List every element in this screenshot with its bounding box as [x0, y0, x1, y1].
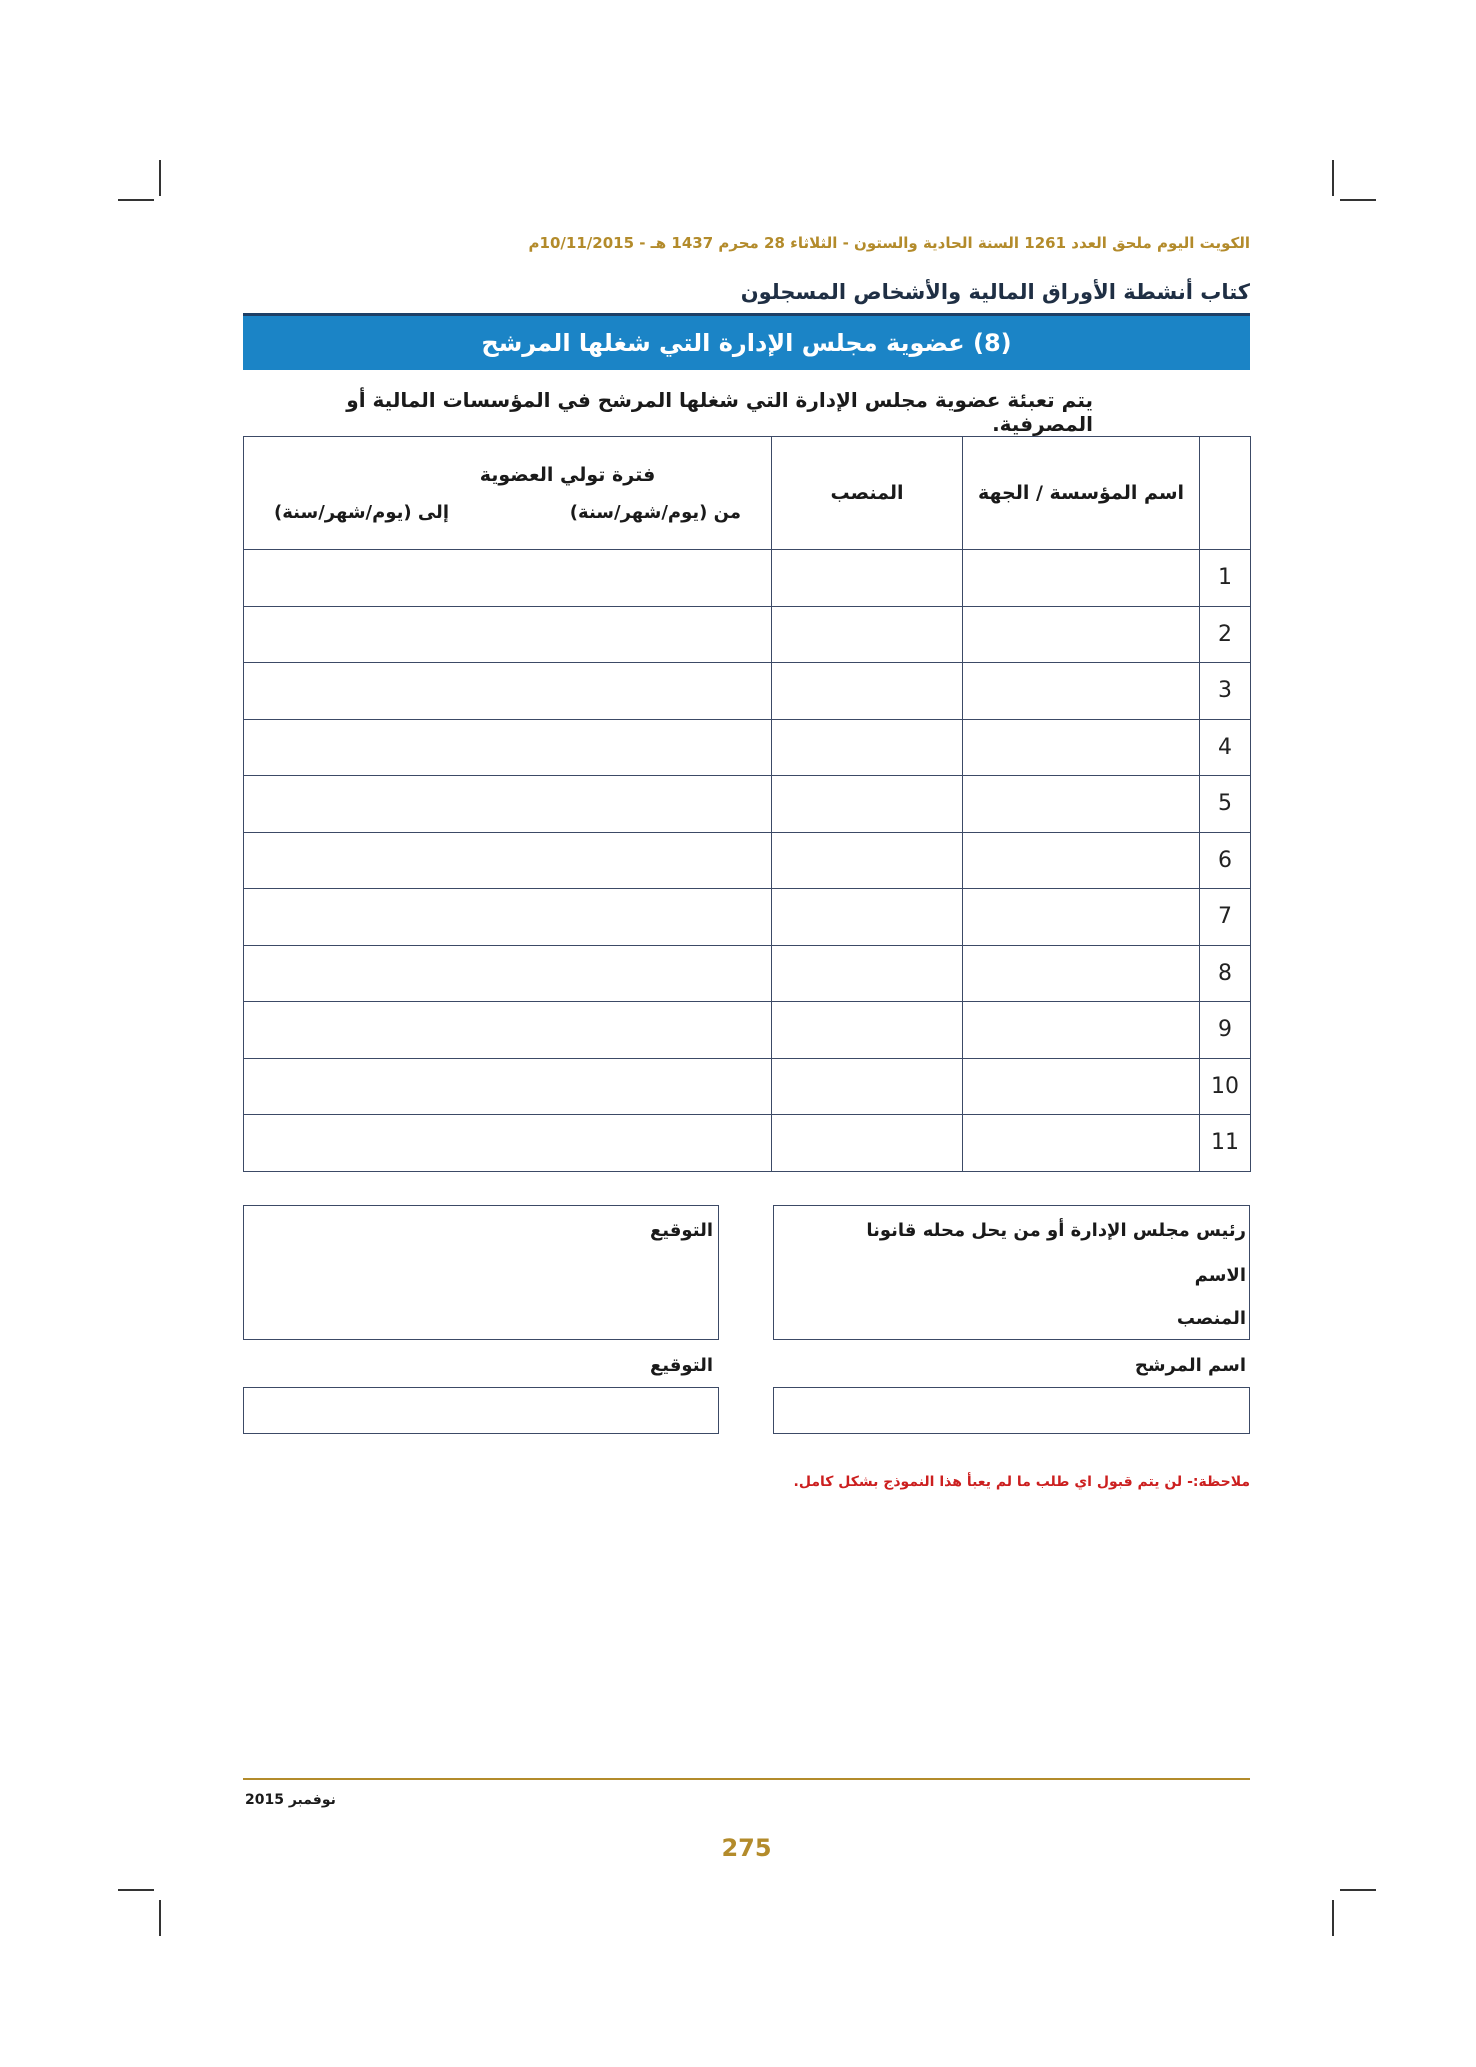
crop-mark	[1332, 160, 1334, 196]
period-cell[interactable]	[244, 776, 772, 833]
institution-cell[interactable]	[963, 719, 1200, 776]
position-cell[interactable]	[772, 832, 963, 889]
position-cell[interactable]	[772, 889, 963, 946]
institution-cell[interactable]	[963, 663, 1200, 720]
book-title: كتاب أنشطة الأوراق المالية والأشخاص المسجلون	[740, 280, 1250, 304]
position-cell[interactable]	[772, 1115, 963, 1172]
table-row	[244, 1058, 1251, 1115]
candidate-signature-field[interactable]	[243, 1387, 719, 1434]
table-row	[244, 719, 1251, 776]
crop-mark	[1340, 1889, 1376, 1891]
chairman-label: رئيس مجلس الإدارة أو من يحل محله قانونا	[866, 1220, 1246, 1241]
position-cell[interactable]	[772, 1058, 963, 1115]
position-cell[interactable]	[772, 776, 963, 833]
row-number: 1	[1200, 550, 1251, 607]
table-row	[244, 776, 1251, 833]
institution-cell[interactable]	[963, 945, 1200, 1002]
period-cell[interactable]	[244, 550, 772, 607]
position-cell[interactable]	[772, 719, 963, 776]
institution-cell[interactable]	[963, 1058, 1200, 1115]
institution-cell[interactable]	[963, 1115, 1200, 1172]
header-institution: اسم المؤسسة / الجهة	[963, 437, 1200, 550]
period-cell[interactable]	[244, 1115, 772, 1172]
crop-mark	[118, 1889, 154, 1891]
crop-mark	[1340, 199, 1376, 201]
position-cell[interactable]	[772, 550, 963, 607]
signature-label: التوقيع	[650, 1220, 713, 1241]
crop-mark	[1332, 1900, 1334, 1936]
period-subheaders	[244, 486, 771, 523]
header-number	[1200, 437, 1251, 550]
publication-line: الكويت اليوم ملحق العدد 1261 السنة الحادية والستون - الثلاثاء 28 محرم 1437 هـ - 10/11/2015م	[528, 234, 1250, 252]
position-label: المنصب	[1176, 1308, 1246, 1329]
name-label: الاسم	[1194, 1265, 1246, 1286]
row-number: 3	[1200, 663, 1251, 720]
position-cell[interactable]	[772, 1002, 963, 1059]
period-cell[interactable]	[244, 719, 772, 776]
table-row	[244, 945, 1251, 1002]
note-text: ملاحظة:- لن يتم قبول اي طلب ما لم يعبأ هذا النموذج بشكل كامل.	[793, 1474, 1250, 1490]
institution-cell[interactable]	[963, 550, 1200, 607]
institution-cell[interactable]	[963, 889, 1200, 946]
position-cell[interactable]	[772, 606, 963, 663]
footer-divider	[243, 1778, 1250, 1780]
crop-mark	[159, 1900, 161, 1936]
period-cell[interactable]	[244, 1002, 772, 1059]
table-row	[244, 889, 1251, 946]
position-cell[interactable]	[772, 945, 963, 1002]
header-position: المنصب	[772, 437, 963, 550]
institution-cell[interactable]	[963, 606, 1200, 663]
period-title: فترة تولي العضوية	[479, 463, 656, 486]
row-number: 9	[1200, 1002, 1251, 1059]
row-number: 7	[1200, 889, 1251, 946]
row-number: 11	[1200, 1115, 1251, 1172]
period-from: من (يوم/شهر/سنة)	[569, 501, 741, 523]
footer-date: نوفمبر 2015	[245, 1792, 336, 1808]
table-row	[244, 1115, 1251, 1172]
row-number: 6	[1200, 832, 1251, 889]
page-number: 275	[721, 1834, 772, 1862]
table-row	[244, 1002, 1251, 1059]
signature-box[interactable]	[243, 1205, 719, 1340]
row-number: 5	[1200, 776, 1251, 833]
crop-mark	[159, 160, 161, 196]
row-number: 4	[1200, 719, 1251, 776]
institution-cell[interactable]	[963, 776, 1200, 833]
table-row	[244, 663, 1251, 720]
row-number: 8	[1200, 945, 1251, 1002]
institution-cell[interactable]	[963, 1002, 1200, 1059]
period-cell[interactable]	[244, 889, 772, 946]
membership-table	[243, 436, 1251, 1172]
period-cell[interactable]	[244, 663, 772, 720]
section-title-bar	[243, 313, 1250, 370]
table-row	[244, 606, 1251, 663]
intro-text: يتم تعبئة عضوية مجلس الإدارة التي شغلها المرشح في المؤسسات المالية أو المصرفية.	[346, 388, 1093, 436]
candidate-name-label: اسم المرشح	[1134, 1355, 1246, 1376]
candidate-name-field[interactable]	[773, 1387, 1250, 1434]
period-to: إلى (يوم/شهر/سنة)	[274, 501, 449, 523]
section-title: (8) عضوية مجلس الإدارة التي شغلها المرشح	[481, 329, 1012, 357]
candidate-signature-label: التوقيع	[650, 1355, 713, 1376]
crop-mark	[118, 199, 154, 201]
institution-cell[interactable]	[963, 832, 1200, 889]
period-cell[interactable]	[244, 945, 772, 1002]
row-number: 10	[1200, 1058, 1251, 1115]
position-cell[interactable]	[772, 663, 963, 720]
table-row	[244, 550, 1251, 607]
period-cell[interactable]	[244, 832, 772, 889]
period-cell[interactable]	[244, 606, 772, 663]
table-row	[244, 832, 1251, 889]
period-cell[interactable]	[244, 1058, 772, 1115]
row-number: 2	[1200, 606, 1251, 663]
table-header-row	[244, 437, 1251, 550]
header-period	[244, 437, 772, 550]
